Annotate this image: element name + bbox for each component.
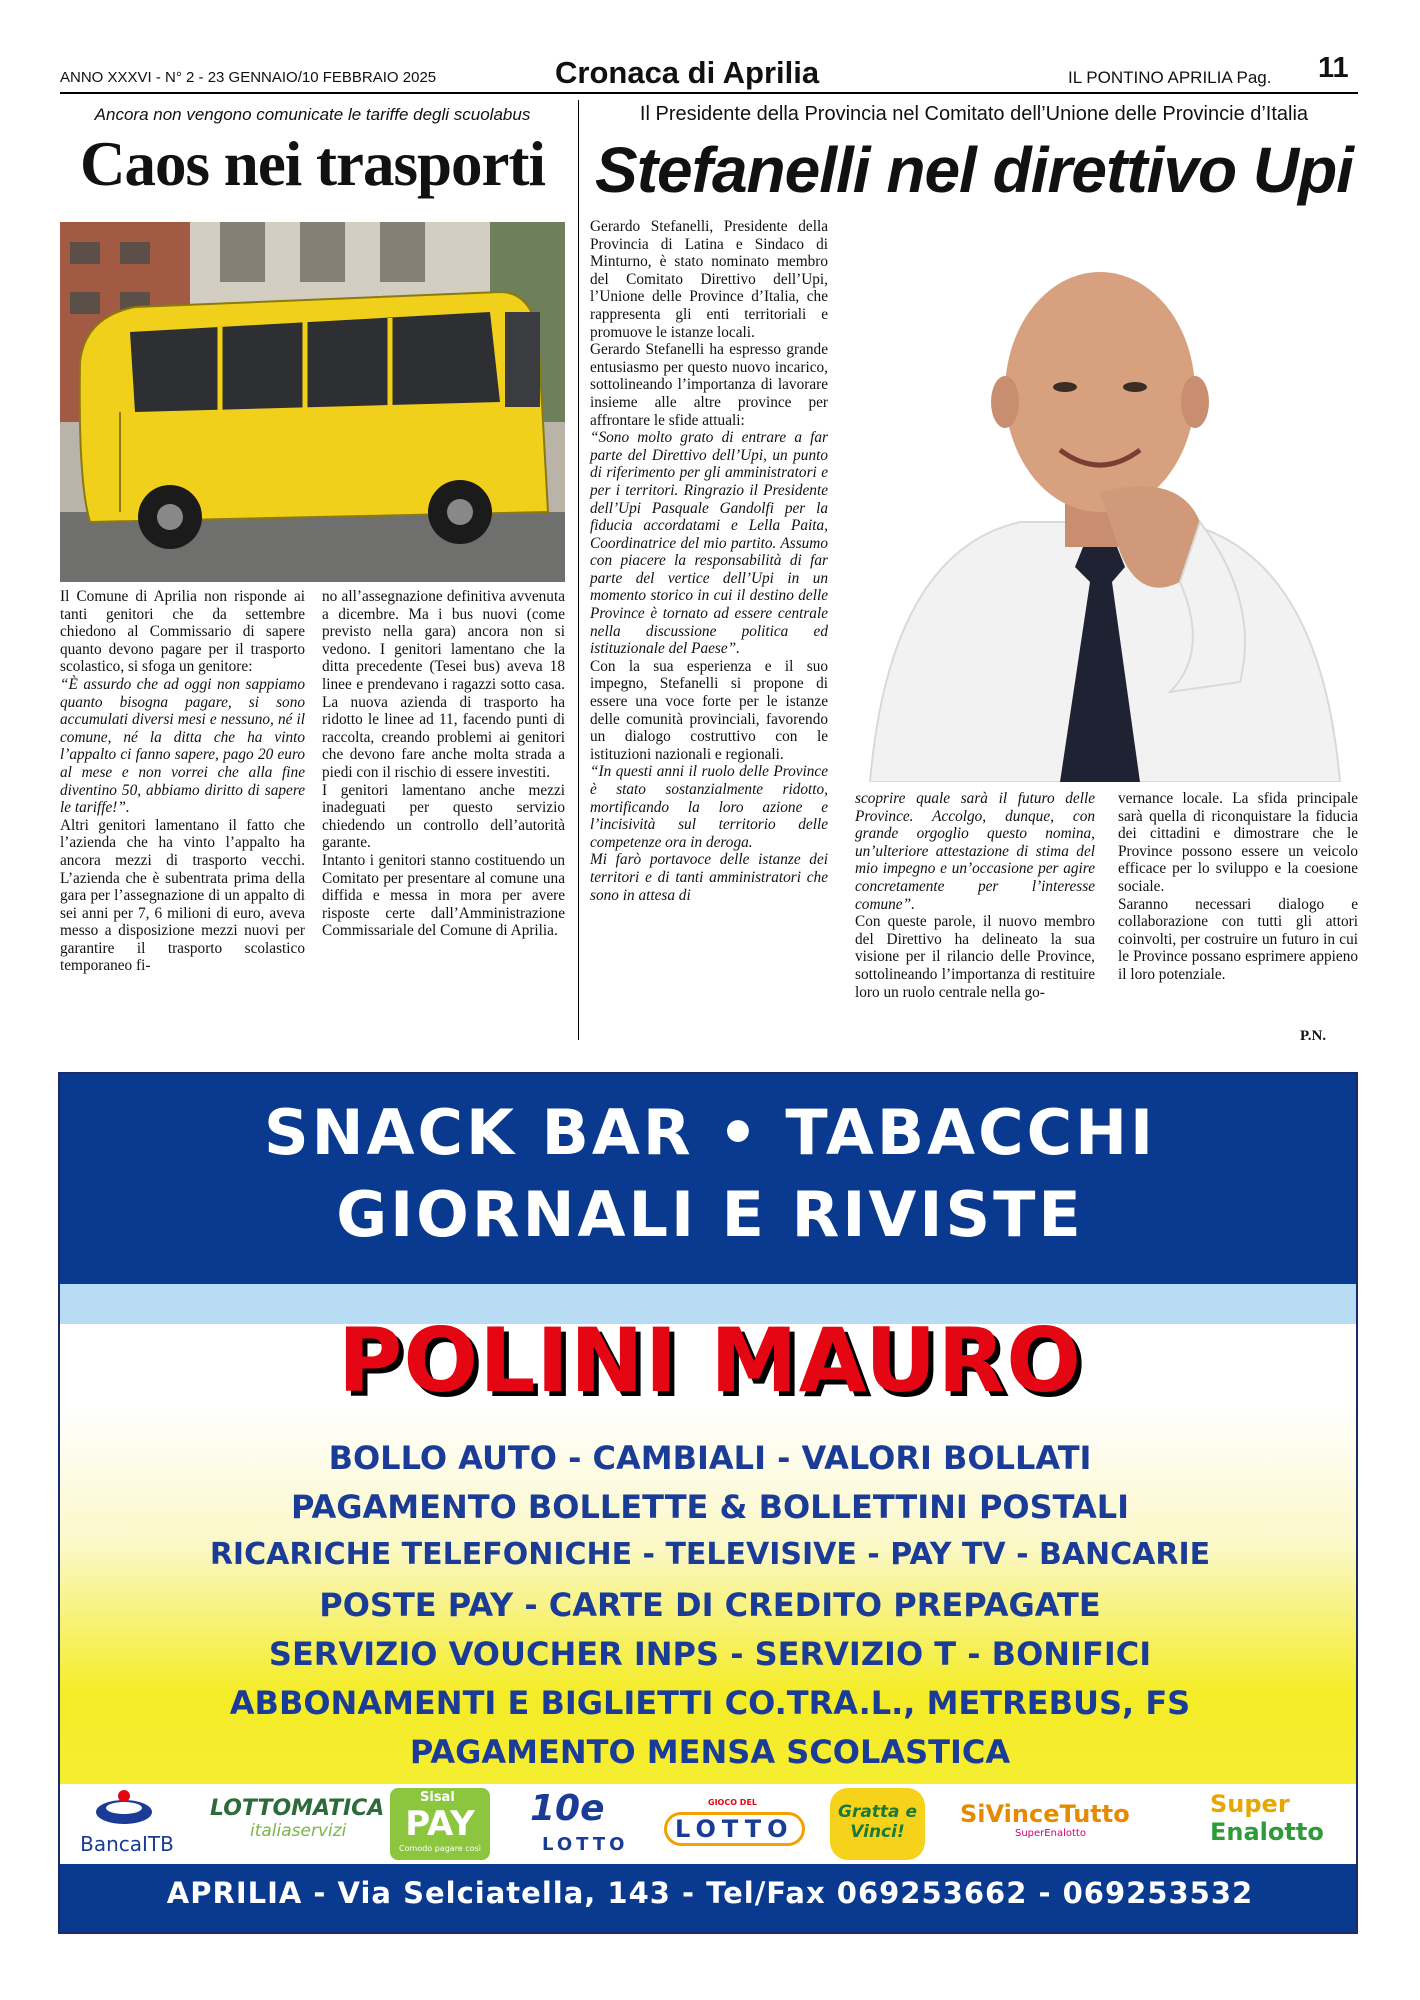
right-article-column-1 [590, 218, 828, 904]
bus-photo [60, 222, 565, 582]
ad-service-line: SERVIZIO VOUCHER INPS - SERVIZIO T - BONIFICI [268, 1635, 1152, 1673]
lottomatica-text: LOTTOMATICA [210, 1796, 385, 1821]
right-article-column-3 [1118, 790, 1358, 984]
ad-service-line: PAGAMENTO BOLLETTE & BOLLETTINI POSTALI [290, 1488, 1130, 1526]
paragraph: I genitori lamentano anche mezzi inadeguati per questo servizio chiedendo un controllo dell’autorità garante. [322, 781, 565, 852]
paragraph: Con la sua esperienza e il suo impegno, Stefanelli si propone di essere una voce forte per le istanze delle comunità provinciali, favorendo un dialogo costruttivo con le istituzioni nazionali e regionali. [590, 657, 828, 763]
sivincetutto-logo [960, 1800, 1180, 1856]
super-text: Super [1210, 1790, 1290, 1818]
left-article-kicker: Ancora non vengono comunicate le tariffe degli scuolabus [94, 105, 531, 124]
lotto-top-text: GIOCO DEL [708, 1798, 758, 1807]
sivince-text: SiVinceTutto [960, 1800, 1130, 1828]
lottomatica-logo [210, 1796, 385, 1841]
right-article-column-2 [855, 790, 1095, 1001]
ad-headline-2: GIORNALI E RIVISTE [336, 1178, 1084, 1251]
sivince-subtext: SuperEnalotto [1015, 1828, 1086, 1839]
article-signature: P.N. [1300, 1028, 1327, 1044]
10elotto-logo [520, 1788, 630, 1860]
10elotto-text: 10e [530, 1788, 605, 1829]
paragraph: no all’assegnazione definitiva avvenuta a dicembre. Ma i bus nuovi (come previsto nella gara) ancora non si vedono. I genitori lamentano che la ditta precedente (Tesei bus) aveva 18 linee e prendevano i ragazzi sotto casa. La nuova azienda di trasporto ha ridotto le linee ad 11, facendo punti di raccolta, creando problemi ai genitori che devono fare anche molta strada a piedi con il rischio di essere investiti. [322, 588, 565, 781]
pay-text: PAY [405, 1804, 475, 1844]
enalotto-text: Enalotto [1210, 1818, 1324, 1846]
column-divider [578, 100, 579, 1040]
quote-paragraph: scoprire quale sarà il futuro delle Province. Accolgo, dunque, con grande orgoglio questo nomina, un’ulteriore attestazione di stima del mio impegno e un’occasione per agire concretamente per l’interesse comune”. [855, 790, 1095, 913]
bancaitb-logo [72, 1788, 182, 1860]
sisal-text: Sisal [420, 1790, 455, 1805]
10elotto-subtext: LOTTO [542, 1834, 629, 1855]
superenalotto-logo [1210, 1790, 1350, 1860]
ad-business-name: POLINI MAURO [337, 1309, 1083, 1412]
page-number: 11 [1318, 52, 1349, 84]
ad-service-line: RICARICHE TELEFONICHE - TELEVISIVE - PAY TV - BANCARIE [209, 1537, 1211, 1572]
portrait-photo [850, 222, 1358, 782]
quote-paragraph: Mi farò portavoce delle istanze dei territori e di tanti amministratori che sono in attesa di [590, 851, 828, 904]
issue-info: ANNO XXXVI - N° 2 - 23 GENNAIO/10 FEBBRAIO 2025 [60, 69, 437, 86]
lottomatica-subtext: italiaservizi [250, 1821, 347, 1841]
paragraph: Gerardo Stefanelli ha espresso grande entusiasmo per questo nuovo incarico, sottolineando l’importanza di lavorare insieme alle altre province per affrontare le sfide attuali: [590, 341, 828, 429]
paragraph: Altri genitori lamentano il fatto che l’azienda che ha vinto l’appalto ha ancora mezzi di trasporto vecchi. L’azienda che è subentrata prima della gara per l’assegnazione di un appalto di sei anni per 7, 6 milioni di euro, aveva messo a disposizione mezzi nuovi per garantire il trasporto scolastico temporaneo fi- [60, 816, 305, 975]
paragraph: Gerardo Stefanelli, Presidente della Provincia di Latina e Sindaco di Minturno, è stato nominato membro del Comitato Direttivo dell’Upi, l’Unione delle Province d’Italia, che rappresenta gli enti territoriali e promuove le istanze locali. [590, 218, 828, 341]
ad-address: APRILIA - Via Selciatella, 143 - Tel/Fax 069253662 - 069253532 [166, 1876, 1254, 1910]
right-article-title: Stefanelli nel direttivo Upi [595, 134, 1353, 206]
ad-headline-1: SNACK BAR • TABACCHI [263, 1096, 1157, 1169]
lotto-logo [660, 1798, 794, 1858]
paper-name: IL PONTINO APRILIA Pag. [1068, 68, 1272, 87]
paragraph: Intanto i genitori stanno costituendo un Comitato per presentare al comune una diffida e messa in mora per avere risposte certe dall’Amministrazione Commissariale del Comune di Aprilia. [322, 851, 565, 940]
quote-paragraph: “In questi anni il ruolo delle Province è stato sostanzialmente ridotto, mortificando la loro azione e l’incisività sul territorio delle competenze ora in deroga. [590, 763, 828, 851]
quote-paragraph: “È assurdo che ad oggi non sappiamo quanto bisogna pagare, si sono accumulati diversi mesi e nessuno, né il comune, né la ditta che ha vinto l’appalto ci fanno sapere, pago 20 euro al mese e non vorrei che alla fine diventino 50, abbiamo diritto di sapere le tariffe!”. [60, 675, 305, 817]
paragraph: Con queste parole, il nuovo membro del Direttivo ha delineato la sua visione per il rilancio delle Province, sottolineando l’importanza di restituire loro un ruolo centrale nella go- [855, 913, 1095, 1001]
section-title: Cronaca di Aprilia [555, 55, 820, 90]
right-article-kicker: Il Presidente della Provincia nel Comitato dell’Unione delle Provincie d’Italia [639, 103, 1309, 125]
left-article-column-2 [322, 588, 565, 940]
quote-paragraph: “Sono molto grato di entrare a far parte del Direttivo dell’Upi, un punto di riferimento per gli amministratori e per i territori. Ringrazio il Presidente dell’Upi Pasquale Gandolfi per la fiducia accordatami e Lella Paita, Coordinatrice del mio partito. Assumo con piacere la responsabilità di far parte del vertice dell’Upi in un momento storico in cui il destino delle Province è tornato ad essere centrale nella discussione politica ed istituzionale del Paese”. [590, 429, 828, 658]
lotto-text: LOTTO [664, 1812, 805, 1846]
left-article-column-1 [60, 588, 305, 975]
sisal-pay-logo [390, 1788, 490, 1860]
ad-service-line: PAGAMENTO MENSA SCOLASTICA [409, 1733, 1011, 1771]
header-rule [60, 92, 1358, 94]
paragraph: vernance locale. La sfida principale sarà quella di riconquistare la fiducia dei cittadini e dimostrare che le Province possono essere un veicolo efficace per lo sviluppo e la coesione sociale. [1118, 790, 1358, 895]
pay-subtext: Comodo pagare così [399, 1844, 481, 1853]
ad-service-line: POSTE PAY - CARTE DI CREDITO PREPAGATE [319, 1586, 1101, 1624]
gratta-text: Gratta e Vinci! [838, 1802, 917, 1842]
left-article-title: Caos nei trasporti [80, 129, 545, 199]
advertisement [58, 1072, 1358, 1934]
paragraph: Il Comune di Aprilia non risponde ai tanti genitori che da settembre chiedono al Commissario di sapere quanto devono pagare per il trasporto scolastico, si sfoga un genitore: [60, 588, 305, 676]
bancaitb-text: BancaITB [80, 1832, 174, 1856]
gratta-e-vinci-logo [830, 1788, 925, 1860]
paragraph: Saranno necessari dialogo e collaborazione con tutti gli attori coinvolti, per costruire un futuro in cui le Province possano esprimere appieno il loro potenziale. [1118, 895, 1358, 983]
logos-row [60, 1784, 1356, 1864]
ad-service-line: ABBONAMENTI E BIGLIETTI CO.TRA.L., METREBUS, FS [229, 1684, 1191, 1722]
ad-service-line: BOLLO AUTO - CAMBIALI - VALORI BOLLATI [328, 1439, 1092, 1477]
